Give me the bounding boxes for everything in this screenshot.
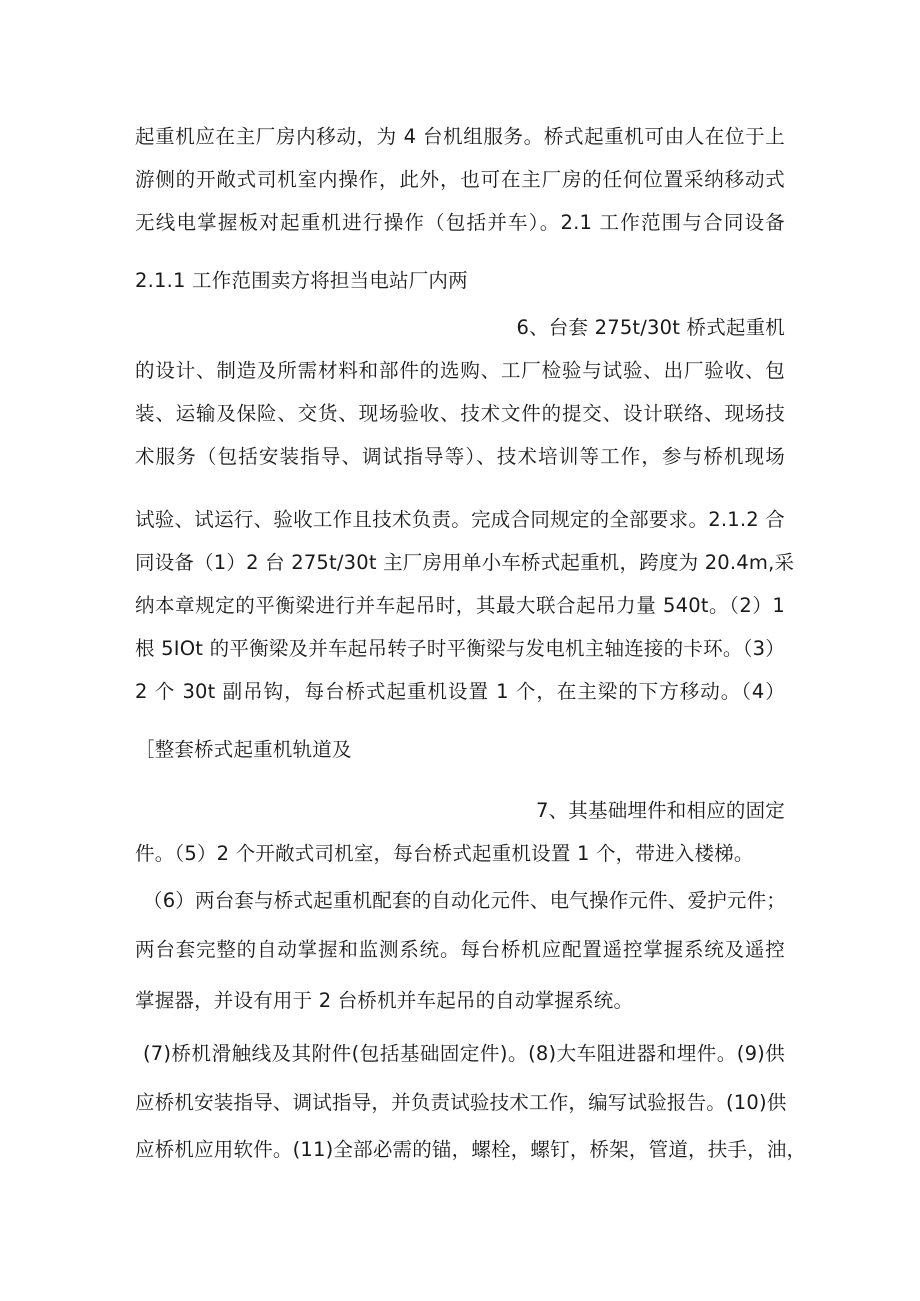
text-line: 6、台套 275t∕30t 桥式起重机 xyxy=(516,316,785,339)
text-line: 掌握器，并设有用于 2 台桥机并车起吊的自动掌握系统。 xyxy=(135,989,634,1012)
text-line: ［整套桥式起重机轨道及 xyxy=(135,738,352,761)
text-line: 同设备（1）2 台 275t∕30t 主厂房用单小车桥式起重机，跨度为 20.4m,采 xyxy=(135,551,795,574)
text-line: 试验、试运行、验收工作且技术负责。完成合同规定的全部要求。2.1.2 合 xyxy=(135,508,785,531)
text-line: 件。（5）2 个开敞式司机室，每台桥式起重机设置 1 个，带进入楼梯。 xyxy=(135,842,754,865)
text-line: (7)桥机滑触线及其附件(包括基础固定件)。(8)大车阻进器和埋件。(9)供 xyxy=(143,1042,785,1065)
text-line: 应桥机应用软件。(11)全部必需的锚，螺栓，螺钉，桥架，管道，扶手，油， xyxy=(135,1138,807,1161)
section-heading-line: 2.1.1 工作范围卖方将担当电站厂内两 xyxy=(135,269,468,292)
text-line: 的设计、制造及所需材料和部件的选购、工厂检验与试验、出厂验收、包 xyxy=(135,359,785,382)
text-line: 纳本章规定的平衡梁进行并车起吊时，其最大联合起吊力量 540t。（2）1 xyxy=(135,594,785,617)
text-line: 应桥机安装指导、调试指导，并负责试验技术工作，编写试验报告。(10)供 xyxy=(135,1091,787,1114)
text-line: （6）两台套与桥式起重机配套的自动化元件、电气操作元件、爱护元件； xyxy=(143,889,787,912)
text-line: 装、运输及保险、交货、现场验收、技术文件的提交、设计联络、现场技 xyxy=(135,402,785,425)
text-line: 无线电掌握板对起重机进行操作（包括并车）。2.1 工作范围与合同设备 xyxy=(135,211,785,234)
text-line: 根 5IOt 的平衡梁及并车起吊转子时平衡梁与发电机主轴连接的卡环。（3） xyxy=(135,637,785,660)
text-line: 游侧的开敞式司机室内操作，此外，也可在主厂房的任何位置采纳移动式 xyxy=(135,168,785,191)
text-line: 起重机应在主厂房内移动，为 4 台机组服务。桥式起重机可由人在位于上 xyxy=(135,125,785,148)
text-line: 7、其基础埋件和相应的固定 xyxy=(535,799,785,822)
text-line: 术服务（包括安装指导、调试指导等）、技术培训等工作，参与桥机现场 xyxy=(135,445,785,468)
text-line: 两台套完整的自动掌握和监测系统。每台桥机应配置遥控掌握系统及遥控 xyxy=(135,938,785,961)
text-line: 2 个 30t 副吊钩，每台桥式起重机设置 1 个，在主梁的下方移动。（4） xyxy=(135,680,785,703)
